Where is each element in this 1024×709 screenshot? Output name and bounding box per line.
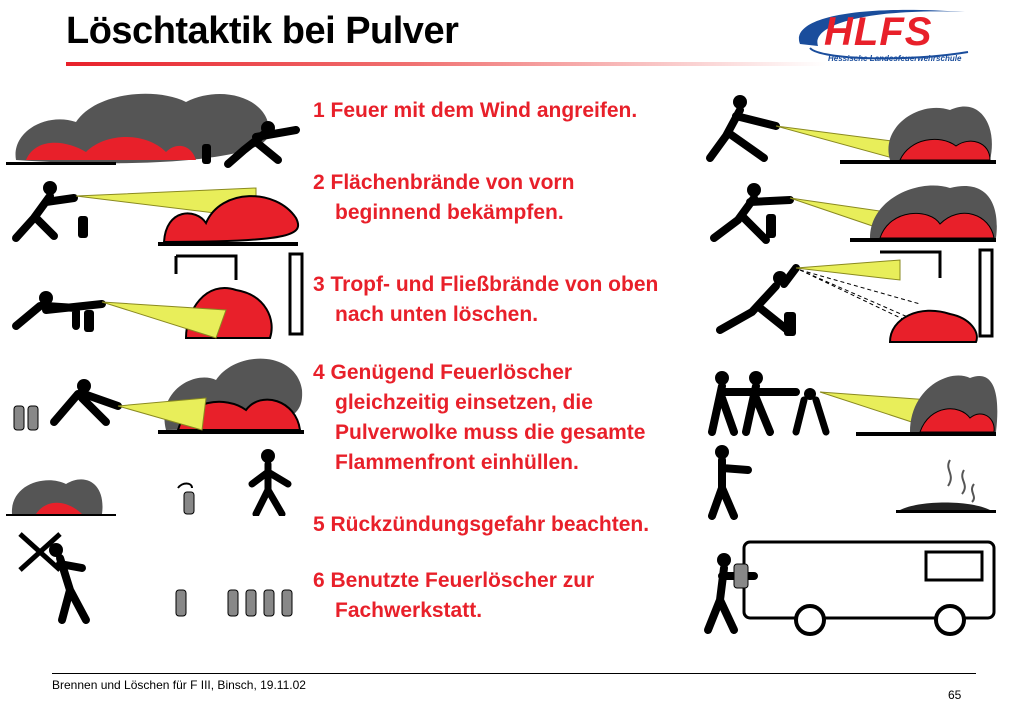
illustration-surface-fire-right [700, 168, 1000, 248]
illustration-multiple-extinguishers [6, 350, 306, 434]
footer-divider [52, 673, 976, 674]
illustration-reignition-right [700, 440, 1000, 520]
illustration-surface-fire [6, 178, 306, 250]
page-title: Löschtaktik bei Pulver [66, 10, 459, 52]
step-2 [313, 168, 574, 228]
illustration-reignition [6, 444, 306, 516]
illustration-attack-with-wind [6, 82, 306, 172]
footer-source: Brennen und Löschen für F III, Binsch, 19.11.02 [52, 678, 306, 692]
step-1-text: 1 Feuer mit dem Wind angreifen. [313, 99, 638, 122]
illustration-return-extinguishers [6, 520, 306, 630]
title-underline [66, 62, 826, 66]
step-2-text: 2 Flächenbrände von vorn beginnend bekämpfen. [313, 171, 575, 224]
step-4 [313, 358, 645, 478]
step-3 [313, 270, 658, 330]
step-4-text: 4 Genügend Feuerlöscher gleichzeitig einsetzen, die Pulverwolke muss die gesamte Flammenfront einhüllen. [313, 361, 646, 474]
hlfs-logo [790, 4, 970, 68]
step-1 [313, 96, 637, 126]
logo-subtitle: Hessische Landesfeuerwehrschule [828, 54, 962, 63]
illustration-van-workshop [700, 530, 1000, 640]
step-5-text: 5 Rückzündungsgefahr beachten. [313, 513, 650, 536]
logo-wordmark: HLFS [824, 10, 933, 54]
illustration-team-extinguishing [700, 348, 1000, 436]
illustration-drip-fire [6, 250, 306, 340]
page-number: 65 [948, 688, 962, 702]
illustration-drip-fire-right [700, 248, 1000, 344]
illustration-wind-attack-right [700, 86, 1000, 166]
step-5 [313, 510, 649, 540]
step-6 [313, 566, 594, 626]
step-6-text: 6 Benutzte Feuerlöscher zur Fachwerkstatt. [313, 569, 595, 622]
step-3-text: 3 Tropf- und Fließbrände von oben nach unten löschen. [313, 273, 659, 326]
